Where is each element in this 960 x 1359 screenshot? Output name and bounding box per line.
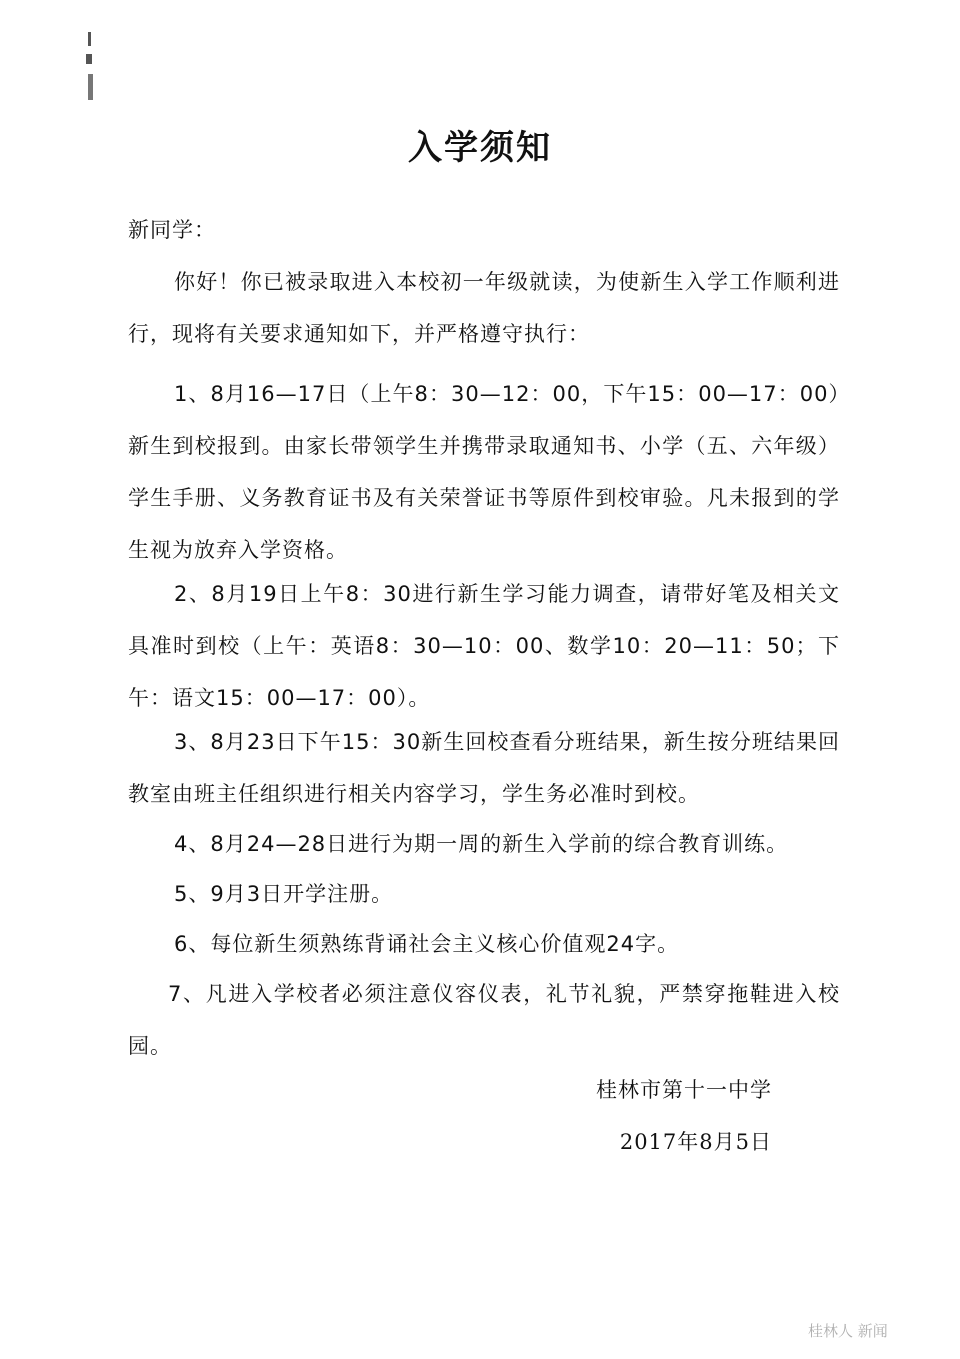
signature-organization: 桂林市第十一中学 — [596, 1078, 772, 1102]
page-title: 入学须知 — [408, 128, 552, 168]
notice-item-5: 5、9月3日开学注册。 — [174, 882, 394, 906]
signature-date: 2017年8月5日 — [619, 1130, 772, 1154]
notice-item-4: 4、8月24—28日进行为期一周的新生入学前的综合教育训练。 — [174, 832, 789, 856]
notice-item-1: 1、8月16—17日（上午8：30—12：00，下午15：00—17：00）新生到校报到。由家长带领学生并携带录取通知书、小学（五、六年级）学生手册、义务教育证书及有关荣誉证书等原件到校审验。凡未报到的学生视为放弃入学资格。 — [128, 382, 840, 562]
notice-item-6: 6、每位新生须熟练背诵社会主义核心价值观24字。 — [174, 932, 680, 956]
watermark: 桂林人 新闻 — [808, 1322, 888, 1340]
binding-mark — [84, 32, 102, 102]
salutation: 新同学： — [128, 218, 216, 242]
notice-item-3: 3、8月23日下午15：30新生回校查看分班结果，新生按分班结果回教室由班主任组织进行相关内容学习，学生务必准时到校。 — [128, 730, 840, 806]
notice-item-7: 7、凡进入学校者必须注意仪容仪表，礼节礼貌，严禁穿拖鞋进入校园。 — [128, 982, 840, 1058]
intro-paragraph: 你好！你已被录取进入本校初一年级就读，为使新生入学工作顺利进行，现将有关要求通知如下，并严格遵守执行： — [128, 270, 840, 346]
notice-item-2: 2、8月19日上午8：30进行新生学习能力调查，请带好笔及相关文具准时到校（上午：英语8：30—10：00、数学10：20—11：50；下午：语文15：00—17：00）。 — [128, 582, 840, 710]
